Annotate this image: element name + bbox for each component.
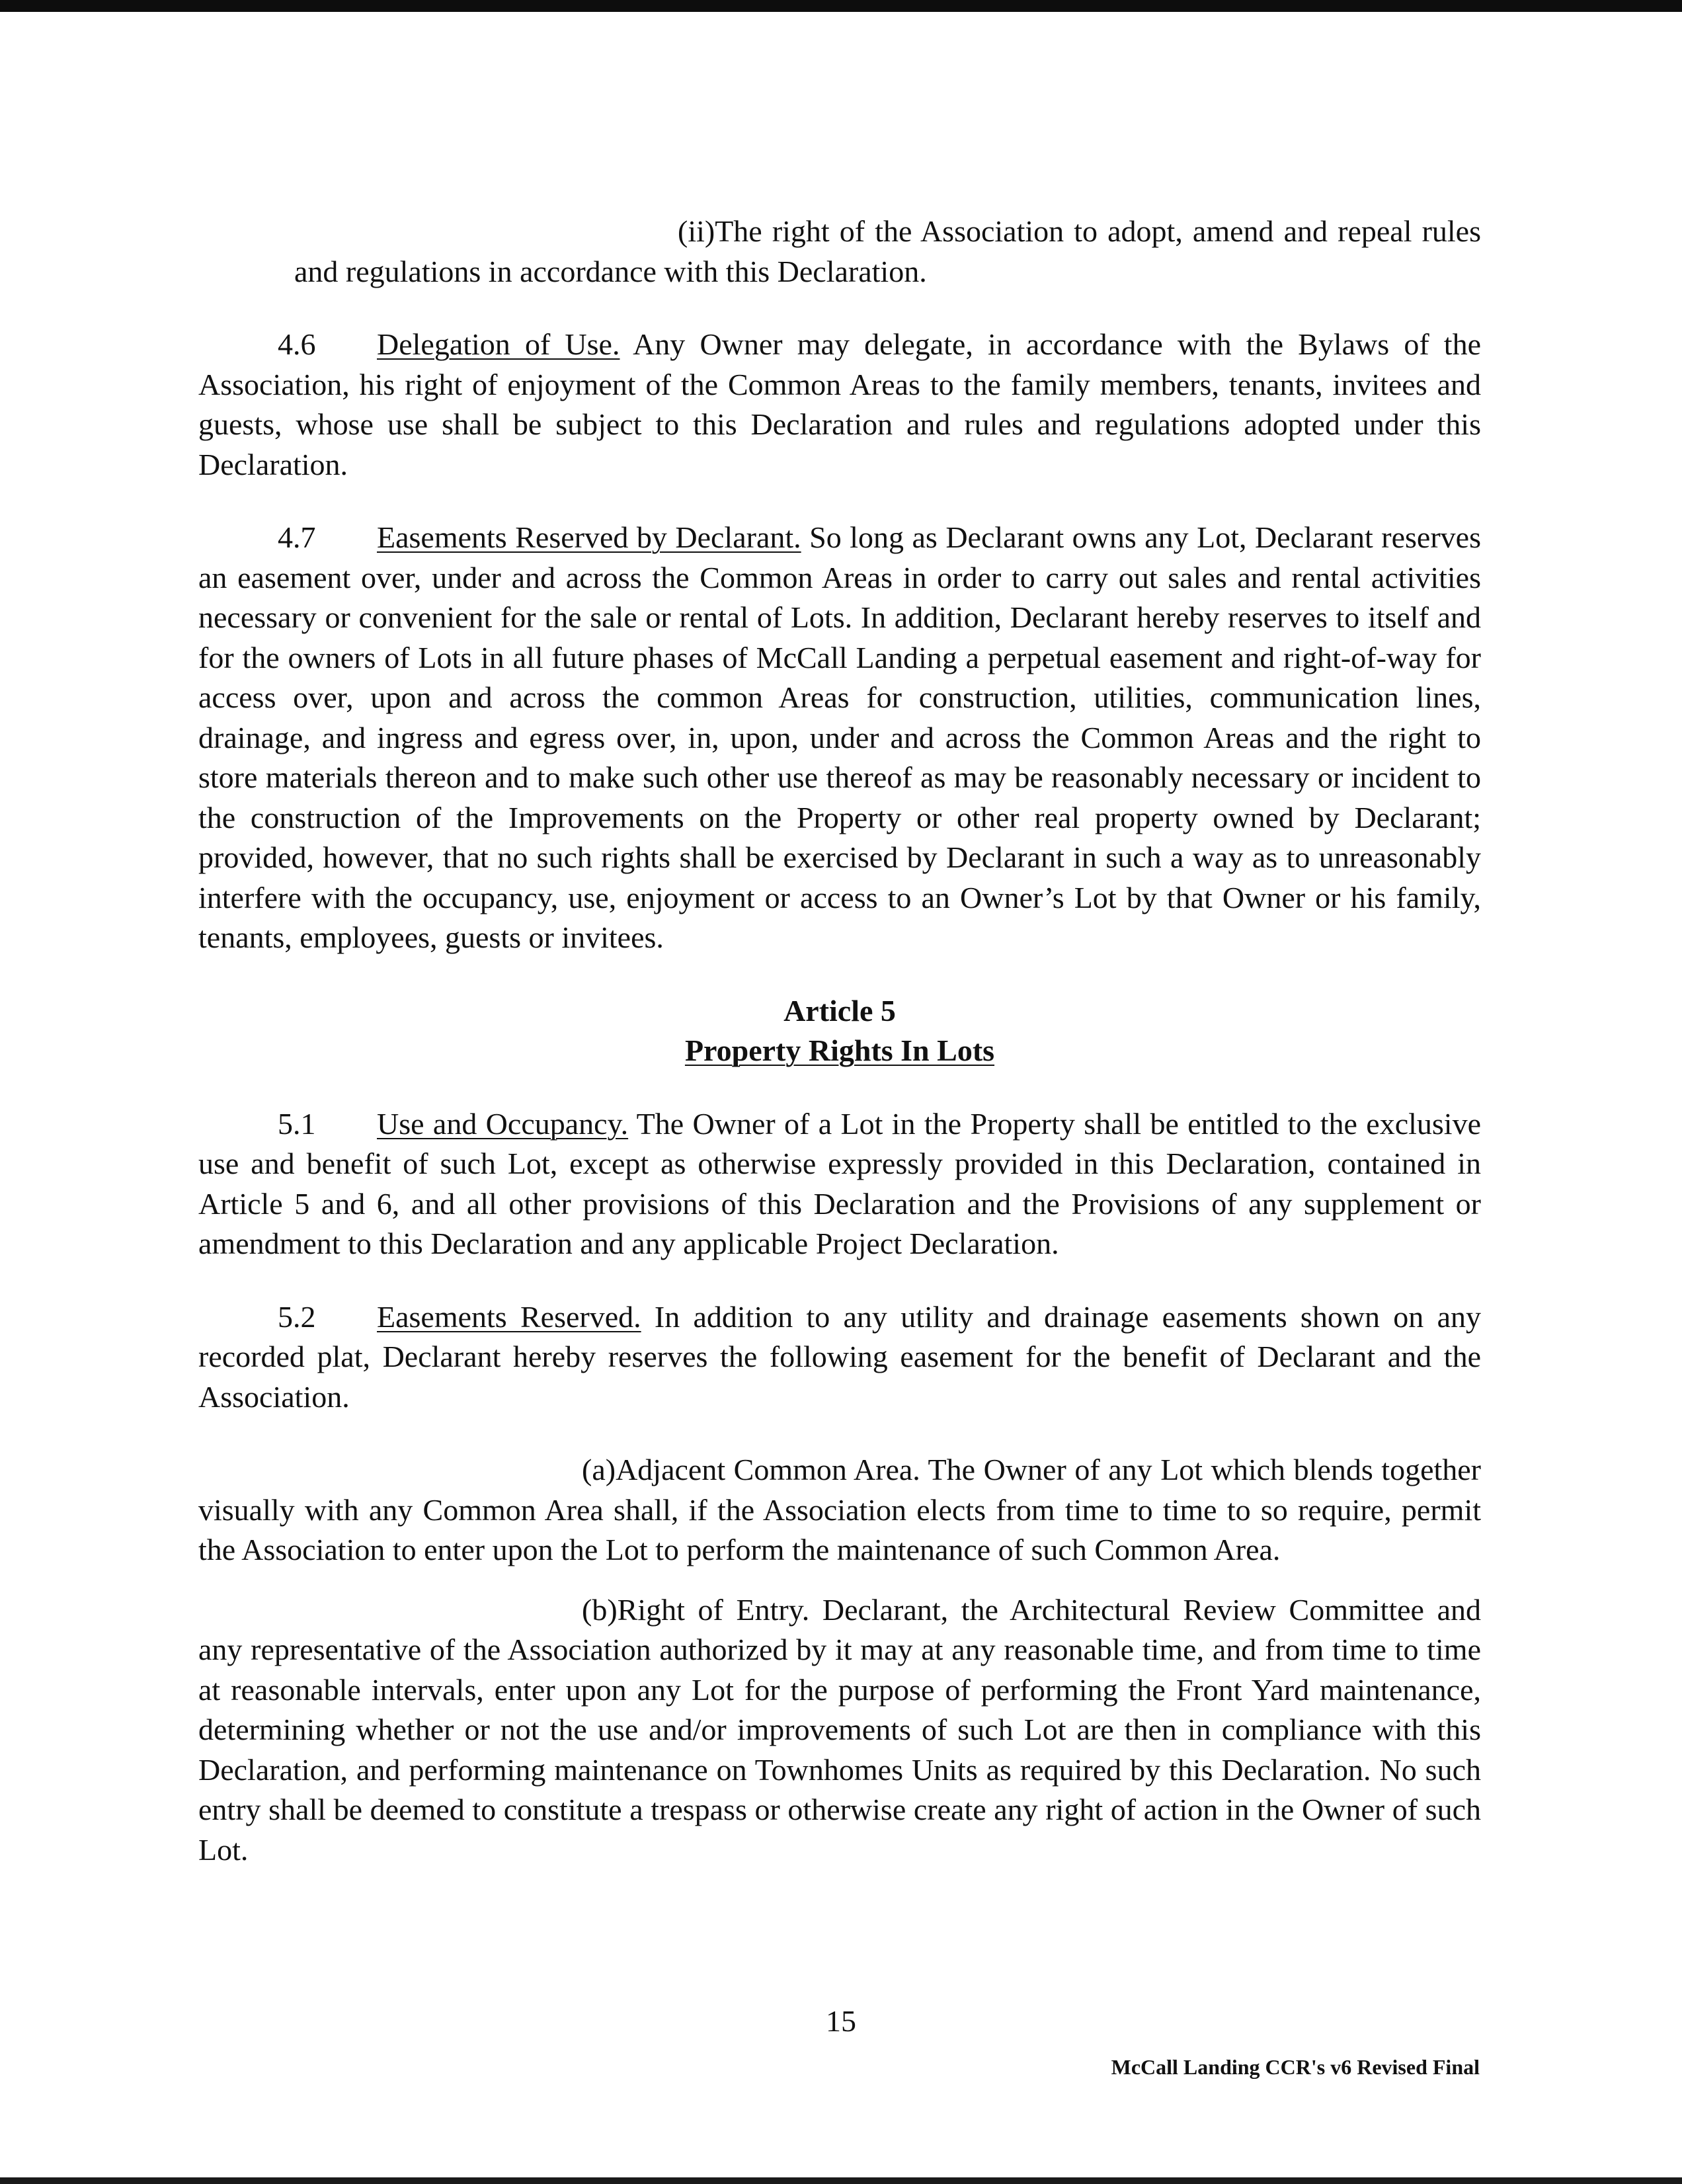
section-5-1-number: 5.1 [278, 1106, 316, 1141]
subsection-a-label: (a) [582, 1453, 616, 1486]
section-4-6 [198, 325, 1481, 485]
section-5-1-text: The Owner of a Lot in the Property shall be entitled to the exclusive use and benefit of such Lot, except as otherwise expressly provided in this Declaration, contained in Article 5 and 6, and all other provisions of this Declaration and the Provisions of any supplement or amendment to this Declaration and any applicable Project Declaration. [198, 1106, 1482, 1260]
section-5-1 [198, 1104, 1481, 1264]
article-number: Article 5 [783, 993, 896, 1028]
section-5-2 [198, 1297, 1481, 1418]
scan-edge-top [0, 0, 1682, 12]
subsection-b-text: Right of Entry. Declarant, the Architectural Review Committee and any representative of the Association authorized by it may at any reasonable time, and from time to time at reasonable intervals, enter upon any Lot for the purpose of performing the Front Yard maintenance, determining whether or not the use and/or improvements of such Lot are then in compliance with this Declaration, and performing maintenance on Townhomes Units as required by this Declaration. No such entry shall be deemed to constitute a trespass or otherwise create any right of action in the Owner of such Lot. [198, 1592, 1481, 1867]
article-title: Property Rights In Lots [684, 1033, 995, 1067]
paragraph-ii [198, 212, 1481, 292]
section-4-6-text: Any Owner may delegate, in accordance with the Bylaws of the Association, his right of enjoyment of the Common Areas to the family members, tenants, invitees and guests, whose use shall be subject to this Declaration and rules and regulations adopted under this Declaration. [198, 327, 1481, 481]
section-5-1-heading: Use and Occupancy. [377, 1106, 629, 1141]
section-4-7-number: 4.7 [278, 520, 316, 554]
document-page [198, 212, 1481, 1870]
section-4-7-text: So long as Declarant owns any Lot, Declarant reserves an easement over, under and across the Common Areas in order to carry out sales and rental activities necessary or convenient for the sale or rental of Lots. In addition, Declarant hereby reserves to itself and for the owners of Lots in all future phases of McCall Landing a perpetual easement and right-of-way for access over, upon and across the common Areas for construction, utilities, communication lines, drainage, and ingress and egress over, in, upon, under and across the Common Areas and the right to store materials thereon and to make such other use thereof as may be reasonably necessary or incident to the construction of the Improvements on the Property or other real property owned by Declarant; provided, however, that no such rights shall be exercised by Declarant in such a way as to unreasonably interfere with the occupancy, use, enjoyment or access to an Owner’s Lot by that Owner or his family, tenants, employees, guests or invitees. [198, 520, 1481, 954]
section-4-7-heading: Easements Reserved by Declarant. [377, 520, 801, 554]
scan-edge-bottom [0, 2177, 1682, 2184]
section-5-2-number: 5.2 [278, 1299, 316, 1334]
subsection-b [198, 1590, 1481, 1871]
subsection-a [198, 1450, 1481, 1570]
page-number: 15 [826, 2004, 856, 2038]
section-4-7 [198, 518, 1481, 958]
paragraph-ii-label: (ii) [678, 214, 715, 248]
section-5-2-heading: Easements Reserved. [377, 1299, 641, 1334]
document-footer-id: McCall Landing CCR's v6 Revised Final [1111, 2055, 1480, 2079]
section-4-6-heading: Delegation of Use. [377, 327, 620, 361]
section-5-2-text: In addition to any utility and drainage easements shown on any recorded plat, Declarant hereby reserves the following easement for the benefit of Declarant and the Association. [198, 1299, 1481, 1414]
section-4-6-number: 4.6 [278, 327, 316, 361]
subsection-b-label: (b) [582, 1592, 618, 1627]
article-heading [198, 991, 1481, 1071]
paragraph-ii-text: The right of the Association to adopt, amend and repeal rules and regulations in accordance with this Declaration. [294, 214, 1481, 288]
subsection-a-text: Adjacent Common Area. The Owner of any Lot which blends together visually with any Common Area shall, if the Association elects from time to time to so require, permit the Association to enter upon the Lot to perform the maintenance of such Common Area. [198, 1453, 1481, 1566]
